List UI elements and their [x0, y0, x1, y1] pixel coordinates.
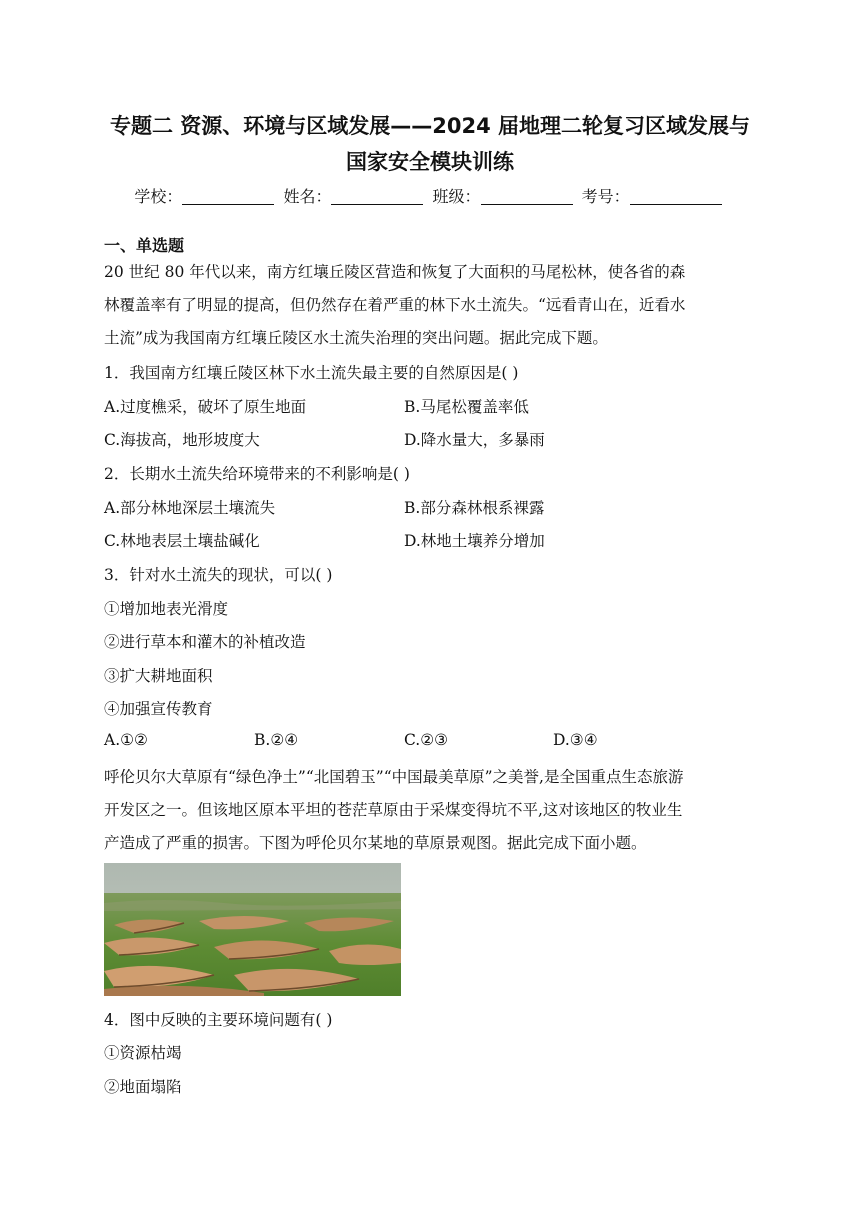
grassland-photo-illustration	[104, 863, 401, 996]
question-2-option-a[interactable]: A.部分林地深层土壤流失	[104, 499, 276, 517]
exam-number-field	[582, 184, 726, 207]
passage1-line: 土流”成为我国南方红壤丘陵区水土流失治理的突出问题。据此完成下题。	[104, 329, 608, 347]
question-3-option-b[interactable]: B.②④	[254, 731, 299, 749]
class-label: 班级：	[432, 187, 481, 206]
passage2-line: 开发区之一。但该地区原本平坦的苍茫草原由于采煤变得坑不平,这对该地区的牧业生	[104, 801, 683, 819]
question-2-option-b[interactable]: B.部分森林根系裸露	[404, 499, 545, 517]
class-field	[433, 184, 577, 207]
name-blank[interactable]	[331, 188, 423, 205]
school-field	[134, 184, 278, 207]
question-3-item: ④加强宣传教育	[104, 700, 213, 718]
student-info-row	[0, 184, 860, 207]
exam-number-blank[interactable]	[630, 188, 722, 205]
question-2-option-c[interactable]: C.林地表层土壤盐碱化	[104, 532, 260, 550]
page-title-line1: 专题二 资源、环境与区域发展——2024 届地理二轮复习区域发展与	[109, 114, 751, 138]
question-1-option-a[interactable]: A.过度樵采，破坏了原生地面	[104, 398, 307, 416]
section-heading: 一、单选题	[104, 236, 185, 255]
question-1-option-c[interactable]: C.海拔高，地形坡度大	[104, 431, 260, 449]
passage2-line: 产造成了严重的损害。下图为呼伦贝尔某地的草原景观图。据此完成下面小题。	[104, 834, 647, 852]
school-blank[interactable]	[182, 188, 274, 205]
question-3-option-a[interactable]: A.①②	[104, 731, 148, 749]
grassland-landscape-photo	[104, 863, 401, 996]
question-2-option-d[interactable]: D.林地土壤养分增加	[404, 532, 545, 550]
question-3-item: ①增加地表光滑度	[104, 600, 229, 618]
question-3-item: ②进行草本和灌木的补植改造	[104, 633, 306, 651]
school-label: 学校：	[134, 187, 183, 206]
name-field	[283, 184, 427, 207]
name-label: 姓名：	[283, 187, 332, 206]
question-2-stem: 2．长期水土流失给环境带来的不利影响是( )	[104, 465, 410, 483]
question-1-stem: 1．我国南方红壤丘陵区林下水土流失最主要的自然原因是( )	[104, 364, 519, 382]
exam-number-label: 考号：	[581, 187, 630, 206]
question-4-item: ①资源枯竭	[104, 1044, 182, 1062]
question-1-option-b[interactable]: B.马尾松覆盖率低	[404, 398, 529, 416]
question-3-item: ③扩大耕地面积	[104, 667, 213, 685]
question-4-item: ②地面塌陷	[104, 1078, 182, 1096]
page-title-line2: 国家安全模块训练	[346, 150, 514, 174]
passage1-line: 林覆盖率有了明显的提高，但仍然存在着严重的林下水土流失。“远看青山在，近看水	[104, 296, 686, 314]
passage2-line: 呼伦贝尔大草原有“绿色净土”“北国碧玉”“中国最美草原”之美誉,是全国重点生态旅游	[104, 768, 684, 786]
question-3-stem: 3．针对水土流失的现状，可以( )	[104, 566, 333, 584]
class-blank[interactable]	[481, 188, 573, 205]
passage1-line: 20 世纪 80 年代以来，南方红壤丘陵区营造和恢复了大面积的马尾松林，使各省的森	[104, 263, 686, 281]
question-3-option-d[interactable]: D.③④	[553, 731, 598, 749]
question-1-option-d[interactable]: D.降水量大，多暴雨	[404, 431, 545, 449]
question-3-option-c[interactable]: C.②③	[404, 731, 449, 749]
question-4-stem: 4．图中反映的主要环境问题有( )	[104, 1011, 333, 1029]
